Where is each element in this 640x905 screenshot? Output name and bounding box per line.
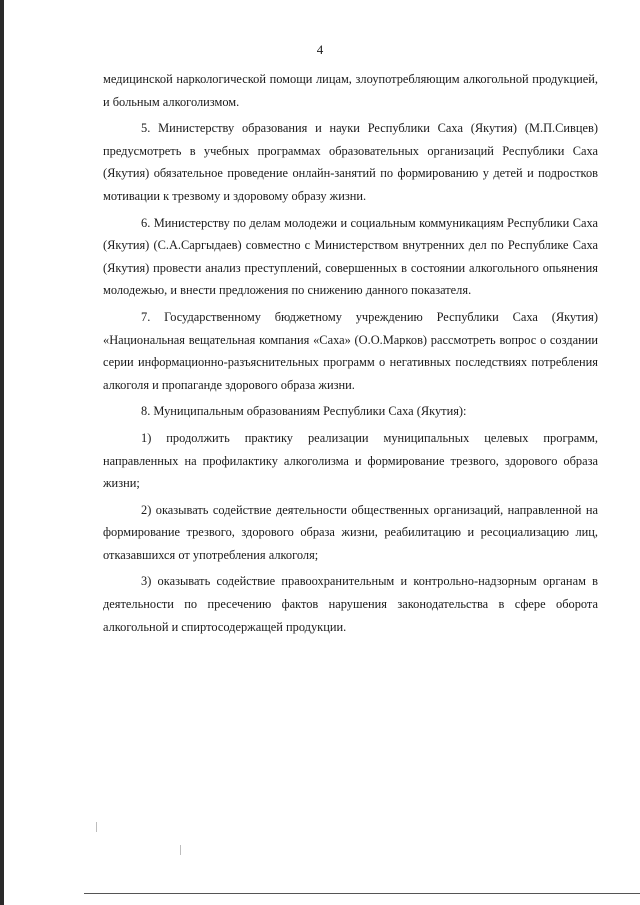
page-number: 4 bbox=[316, 42, 324, 57]
paragraph-item-5: 5. Министерству образования и науки Республики Саха (Якутия) (М.П.Сивцев) предусмотреть в учебных программах образовательных организаций Республики Саха (Якутия) обязательное проведение онлайн-занятий по формированию у детей и подростков мотивации к трезвому и здоровому образу жизни. bbox=[103, 121, 598, 203]
page-bottom-rule bbox=[84, 893, 640, 894]
subitem-2: 2) оказывать содействие деятельности общественных организаций, направленной на формирование трезвого, здорового образа жизни, реабилитацию и ресоциализацию лиц, отказавшихся от употребления алкоголя; bbox=[103, 502, 598, 562]
scan-left-edge bbox=[0, 0, 4, 905]
paragraph-item-8: 8. Муниципальным образованиям Республики Саха (Якутия): bbox=[141, 404, 467, 419]
paragraph-item-7: 7. Государственному бюджетному учреждению Республики Саха (Якутия) «Национальная вещательная компания «Саха» (О.О.Марков) рассмотреть вопрос о создании серии информационно-разъяснительных программ о негативных последствиях потребления алкоголя и пропаганде здорового образа жизни. bbox=[103, 309, 598, 392]
paragraph-continuation: медицинской наркологической помощи лицам, злоупотребляющим алкогольной продукцией, и больным алкоголизмом. bbox=[103, 72, 598, 109]
document-body bbox=[103, 68, 598, 642]
paragraph-item-6: 6. Министерству по делам молодежи и социальным коммуникациям Республики Саха (Якутия) (С.А.Саргыдаев) совместно с Министерством внутренних дел по Республике Саха (Якутия) провести анализ преступлений, совершенных в состоянии алкогольного опьянения молодежью, и внести предложения по снижению данного показателя. bbox=[103, 215, 598, 298]
subitem-1: 1) продолжить практику реализации муниципальных целевых программ, направленных на профилактику алкоголизма и формирование трезвого, здорового образа жизни; bbox=[103, 430, 598, 491]
scan-speck bbox=[96, 822, 97, 832]
scan-speck bbox=[180, 845, 181, 855]
subitem-3: 3) оказывать содействие правоохранительным и контрольно-надзорным органам в деятельности по пресечению фактов нарушения законодательства в сфере оборота алкогольной и спиртосодержащей продукции. bbox=[103, 574, 598, 634]
